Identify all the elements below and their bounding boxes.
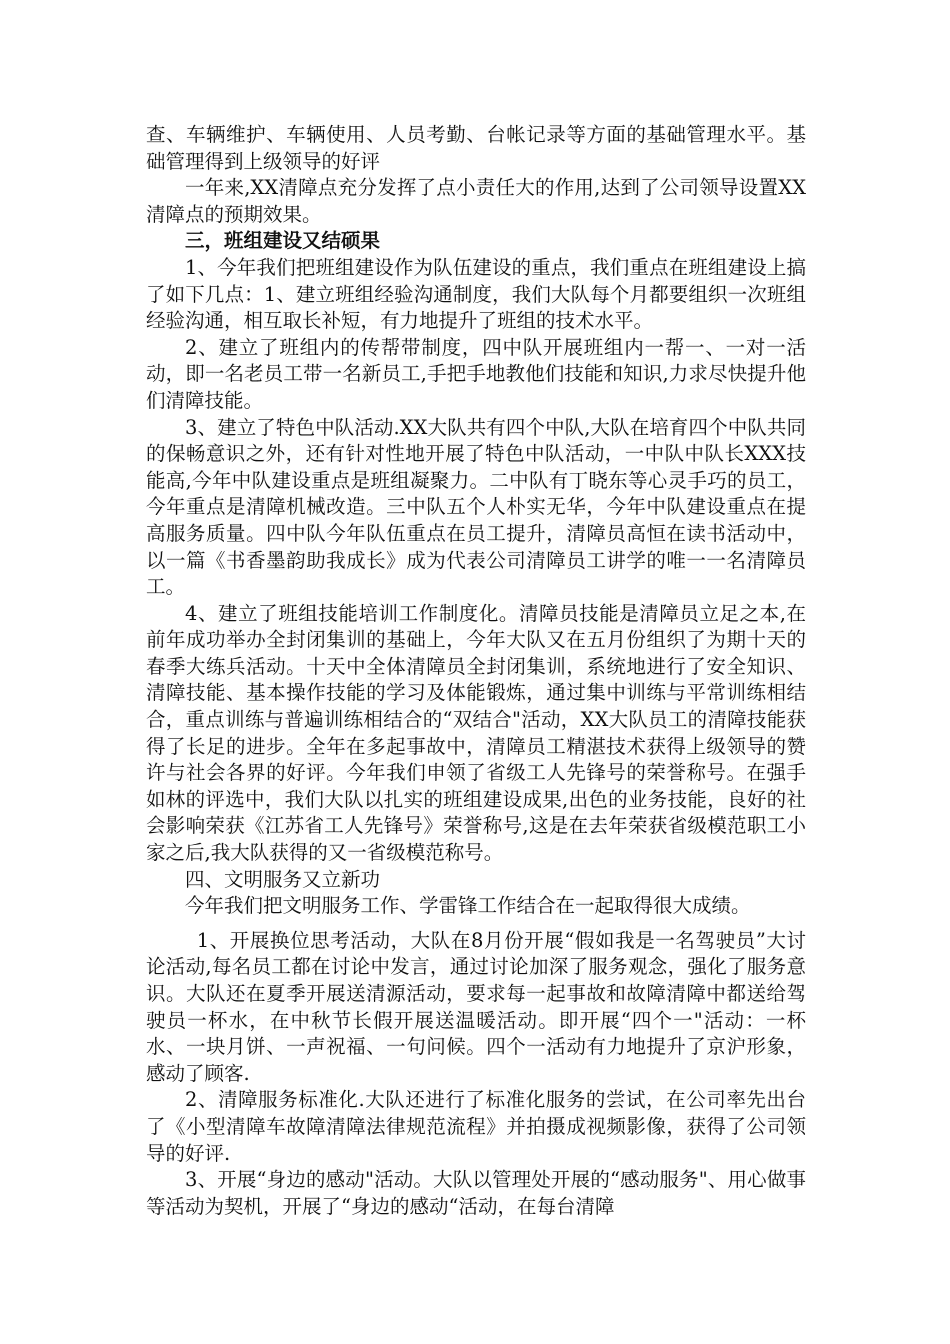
paragraph-service-intro: 今年我们把文明服务工作、学雷锋工作结合在一起取得很大成绩。 <box>185 894 751 918</box>
paragraph-team-building-1: 1、今年我们把班组建设作为队伍建设的重点，我们重点在班组建设上搞了如下几点：1、建立班组经验沟通制度，我们大队每个月都要组织一次班组经验沟通，相互取长补短，有力地提升了班组的技术水平。 <box>146 255 806 333</box>
section-heading-team-building: 三，班组建设又结硕果 <box>185 229 381 253</box>
paragraph-team-building-4: 4、建立了班组技能培训工作制度化。清障员技能是清障员立足之本,在前年成功举办全封闭集训的基础上，今年大队又在五月份组织了为期十天的春季大练兵活动。十天中全体清障员全封闭集训，系统地进行了安全知识、清障技能、基本操作技能的学习及体能锻炼，通过集中训练与平常训练相结合，重点训练与普遍训练相结合的“双结合"活动，XX大队员工的清障技能获得了长足的进步。全年在多起事故中，清障员工精湛技术获得上级领导的赞许与社会各界的好评。今年我们申领了省级工人先锋号的荣誉称号。在强手如林的评选中，我们大队以扎实的班组建设成果,出色的业务技能，良好的社会影响荣获《江苏省工人先锋号》荣誉称号,这是在去年荣获省级模范职工小家之后,我大队获得的又一省级模范称号。 <box>146 601 806 865</box>
paragraph-service-2: 2、清障服务标准化.大队还进行了标准化服务的尝试，在公司率先出台了《小型清障车故障清障法律规范流程》并拍摄成视频影像，获得了公司领导的好评. <box>146 1088 806 1165</box>
paragraph-team-building-3: 3、建立了特色中队活动.XX大队共有四个中队,大队在培育四个中队共同的保畅意识之外，还有针对性地开展了特色中队活动，一中队中队长XXX技能高,今年中队建设重点是班组凝聚力。二中队有丁晓东等心灵手巧的员工，今年重点是清障机械改造。三中队五个人朴实无华，今年中队建设重点在提高服务质量。四中队今年队伍重点在员工提升，清障员高恒在读书活动中，以一篇《书香墨韵助我成长》成为代表公司清障员工讲学的唯一一名清障员工。 <box>146 415 806 599</box>
paragraph-clearance-point: 一年来,XX清障点充分发挥了点小责任大的作用,达到了公司领导设置XX清障点的预期效果。 <box>146 176 806 226</box>
paragraph-service-3: 3、开展“身边的感动"活动。大队以管理处开展的“感动服务"、用心做事等活动为契机，开展了“身边的感动“活动，在每台清障 <box>146 1168 806 1218</box>
document-page <box>146 122 806 1220</box>
section-heading-civilized-service: 四、文明服务又立新功 <box>185 867 381 891</box>
paragraph-basic-management: 查、车辆维护、车辆使用、人员考勤、台帐记录等方面的基础管理水平。基础管理得到上级领导的好评 <box>146 123 806 173</box>
paragraph-team-building-2: 2、建立了班组内的传帮带制度，四中队开展班组内一帮一、一对一活动，即一名老员工带一名新员工,手把手地教他们技能和知识,力求尽快提升他们清障技能。 <box>146 335 806 412</box>
paragraph-service-1: 1、开展换位思考活动，大队在8月份开展“假如我是一名驾驶员”大讨论活动,每名员工都在讨论中发言，通过讨论加深了服务观念，强化了服务意识。大队还在夏季开展送清源活动，要求每一起事故和故障清障中都送给驾驶员一杯水，在中秋节长假开展送温暖活动。即开展“四个一"活动：一杯水、一块月饼、一声祝福、一句问候。四个一活动有力地提升了京沪形象，感动了顾客. <box>146 928 806 1085</box>
